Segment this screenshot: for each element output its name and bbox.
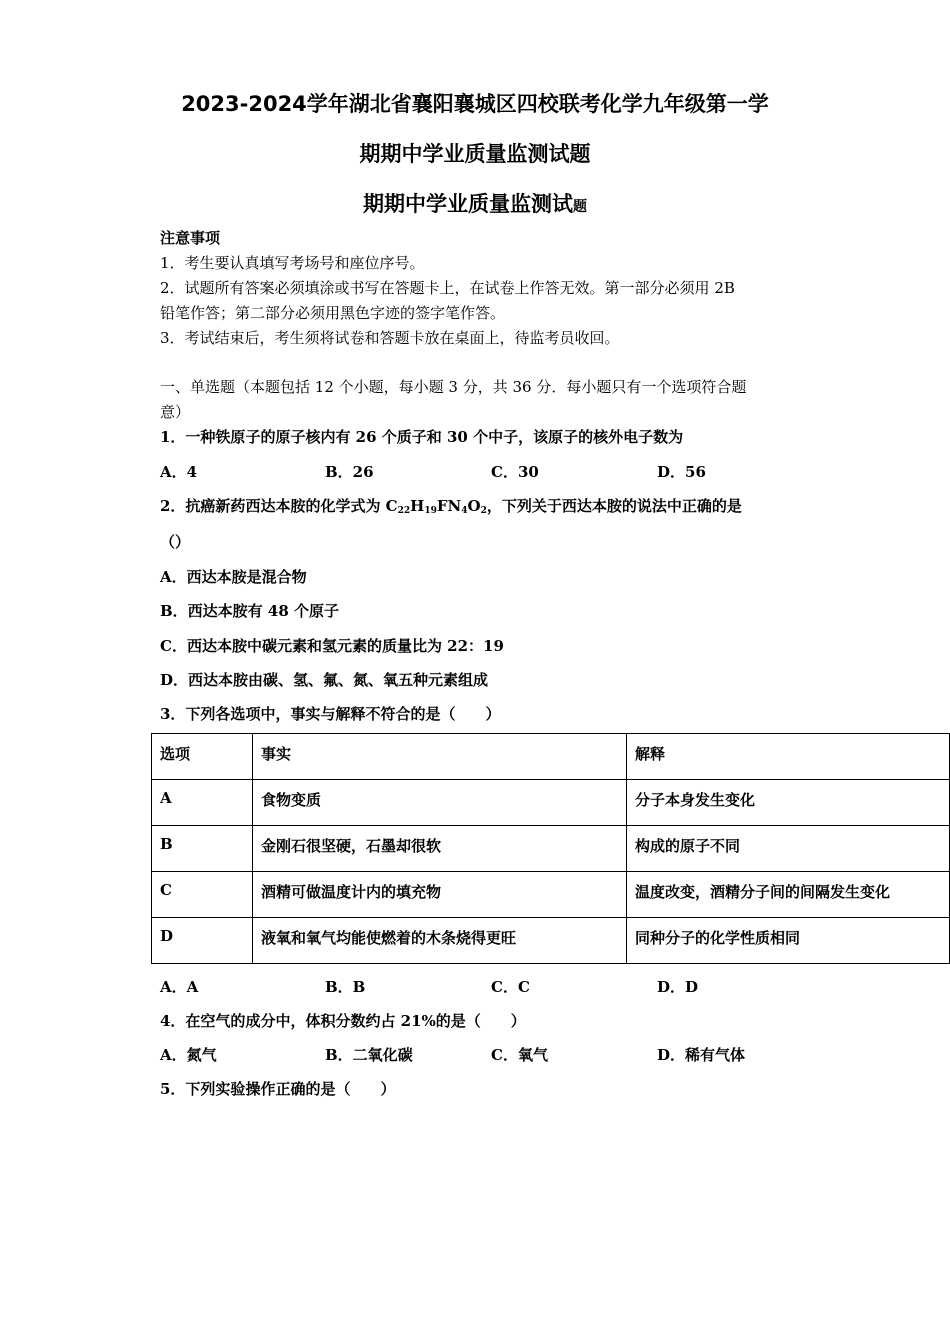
title-line-1: 2023-2024学年湖北省襄阳襄城区四校联考化学九年级第一学 <box>181 92 769 116</box>
section-heading-line-1: 一、单选题（本题包括 12 个小题，每小题 3 分，共 36 分．每小题只有一个选项符合题 <box>160 378 747 396</box>
table-cell-explanation: 同种分子的化学性质相同 <box>627 918 950 964</box>
table-cell-explanation: 分子本身发生变化 <box>627 780 950 826</box>
title-line-3-main: 期期中学业质量监测试 <box>363 192 573 216</box>
notice-item-2-cont: 铅笔作答；第二部分必须用黑色字迹的签字笔作答。 <box>160 304 506 322</box>
table-cell-option: B <box>152 826 253 872</box>
q3-option-a: A．A <box>160 978 199 996</box>
q2-option-a: A．西达本胺是混合物 <box>160 568 307 586</box>
q3-option-c: C．C <box>491 978 530 996</box>
q4-option-a: A．氮气 <box>160 1046 217 1064</box>
title-line-3 <box>0 188 950 218</box>
table-cell-fact: 酒精可做温度计内的填充物 <box>253 872 627 918</box>
table-cell-fact: 液氧和氧气均能使燃着的木条烧得更旺 <box>253 918 627 964</box>
table-cell-option: C <box>152 872 253 918</box>
table-cell-option: D <box>152 918 253 964</box>
q2-sub-3: 4 <box>461 506 468 516</box>
q1-options <box>160 461 860 481</box>
q1-option-b: B．26 <box>325 463 374 481</box>
table-cell-explanation: 温度改变，酒精分子间的间隔发生变化 <box>627 872 950 918</box>
notice-item-2: 2．试题所有答案必须填涂或书写在答题卡上，在试卷上作答无效。第一部分必须用 2B <box>160 279 735 297</box>
q2-mid-1: H <box>410 497 425 515</box>
q2-stem-pre: 2．抗癌新药西达本胺的化学式为 C <box>160 497 398 515</box>
title-line-2: 期期中学业质量监测试题 <box>359 142 591 166</box>
q3-stem: 3．下列各选项中，事实与解释不符合的是（ ） <box>160 705 501 723</box>
q2-stem-post: ，下列关于西达本胺的说法中正确的是 <box>486 497 742 515</box>
q2-option-d: D．西达本胺由碳、氢、氟、氮、氧五种元素组成 <box>160 671 489 689</box>
q2-paren: （） <box>160 533 191 551</box>
table-header-explanation: 解释 <box>627 734 950 780</box>
q4-option-d: D．稀有气体 <box>657 1046 746 1064</box>
table-row <box>152 918 950 964</box>
q3-option-b: B．B <box>325 978 366 996</box>
q3-table <box>151 733 950 964</box>
q1-option-a: A．4 <box>160 463 198 481</box>
table-row <box>152 872 950 918</box>
q1-option-d: D．56 <box>657 463 706 481</box>
q2-option-c: C．西达本胺中碳元素和氢元素的质量比为 22：19 <box>160 637 504 655</box>
q4-option-c: C．氧气 <box>491 1046 548 1064</box>
table-row <box>152 780 950 826</box>
q4-option-b: B．二氧化碳 <box>325 1046 413 1064</box>
q2-mid-3: O <box>467 497 481 515</box>
table-cell-option: A <box>152 780 253 826</box>
table-cell-fact: 金刚石很坚硬，石墨却很软 <box>253 826 627 872</box>
table-header-row <box>152 734 950 780</box>
section-heading-line-2: 意） <box>160 403 191 421</box>
notice-heading: 注意事项 <box>160 229 221 247</box>
table-cell-fact: 食物变质 <box>253 780 627 826</box>
q1-stem: 1．一种铁原子的原子核内有 26 个质子和 30 个中子，该原子的核外电子数为 <box>160 428 684 446</box>
q4-stem: 4．在空气的成分中，体积分数约占 21%的是（ ） <box>160 1012 526 1030</box>
table-row <box>152 826 950 872</box>
table-header-fact: 事实 <box>253 734 627 780</box>
q2-sub-4: 2 <box>480 506 487 516</box>
q1-option-c: C．30 <box>491 463 539 481</box>
notice-item-3: 3．考试结束后，考生须将试卷和答题卡放在桌面上，待监考员收回。 <box>160 329 620 347</box>
q2-sub-2: 19 <box>424 506 437 516</box>
q4-options <box>160 1044 860 1064</box>
table-header-option: 选项 <box>152 734 253 780</box>
q2-stem <box>160 495 742 516</box>
title-line-3-tail: 题 <box>573 199 587 215</box>
q3-option-d: D．D <box>657 978 699 996</box>
q3-options <box>160 976 860 996</box>
notice-item-1: 1．考生要认真填写考场号和座位序号。 <box>160 254 425 272</box>
table-cell-explanation: 构成的原子不同 <box>627 826 950 872</box>
q2-sub-1: 22 <box>397 506 411 516</box>
q2-option-b: B．西达本胺有 48 个原子 <box>160 602 339 620</box>
q5-stem: 5．下列实验操作正确的是（ ） <box>160 1080 396 1098</box>
q2-mid-2: FN <box>436 497 462 515</box>
